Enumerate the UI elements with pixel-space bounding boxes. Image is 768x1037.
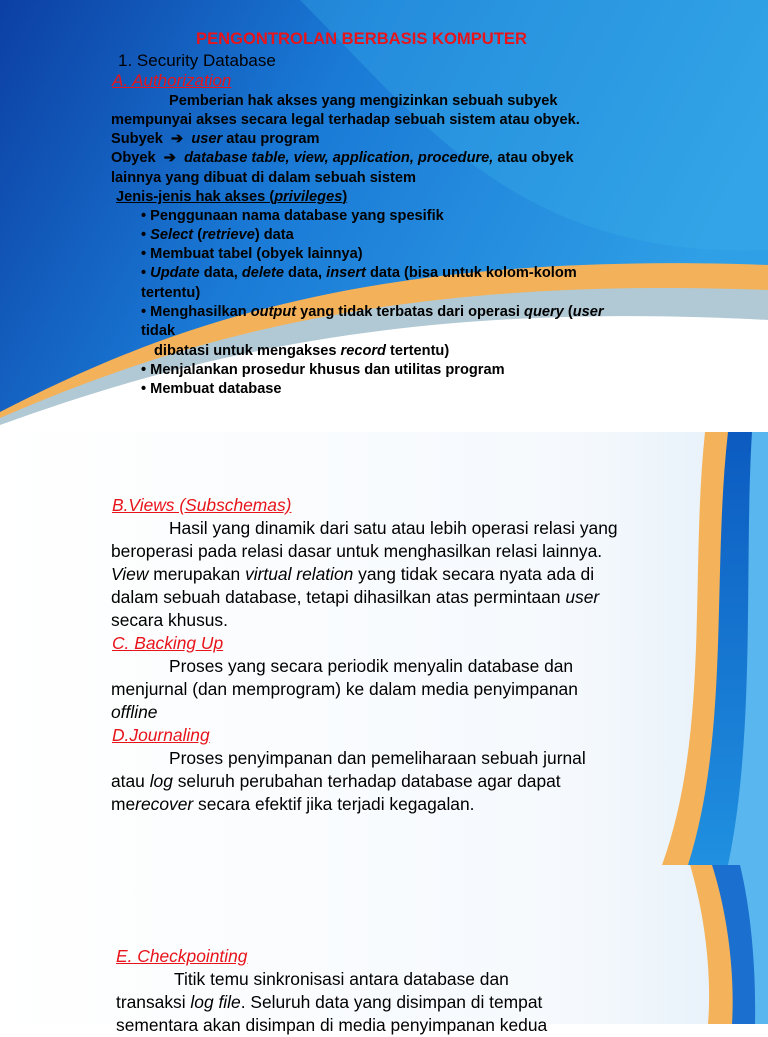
text-run: Jenis-jenis hak akses ( <box>116 189 275 205</box>
right-arrow-icon: ➔ <box>166 131 188 147</box>
text-run: me <box>111 794 136 814</box>
paragraph-line <box>116 991 542 1014</box>
text-run: virtual relation <box>245 564 354 584</box>
text-run: atau obyek <box>493 150 574 166</box>
text-run: ) <box>342 189 348 205</box>
text-run: ) data <box>254 227 294 243</box>
text-run: log file <box>190 992 241 1012</box>
right-arrow-icon: ➔ <box>159 150 181 166</box>
paragraph-line <box>111 586 599 609</box>
text-run: privileges <box>274 189 343 205</box>
paragraph-line: Proses yang secara periodik menyalin database dan <box>169 656 574 676</box>
backup-heading: C. Backing Up <box>112 633 224 653</box>
paragraph-line <box>111 793 474 816</box>
subsection-heading: A. Authorization <box>112 71 232 90</box>
slide-2 <box>0 432 768 865</box>
text-run: transaksi <box>116 992 191 1012</box>
text-run: atau program <box>222 131 320 147</box>
text-run: yang tidak terbatas dari operasi <box>296 304 525 320</box>
list-item: • Membuat database <box>141 381 282 397</box>
text-run: database table, view, application, procedure, <box>184 150 494 166</box>
list-item: • Membuat tabel (obyek lainnya) <box>141 246 363 262</box>
list-item-continuation <box>154 342 449 361</box>
text-run: yang tidak secara nyata ada di <box>353 564 595 584</box>
text-run: data (bisa untuk kolom-kolom <box>365 265 577 281</box>
text-run: user <box>191 131 223 147</box>
text-run: . Seluruh data yang disimpan di tempat <box>240 992 543 1012</box>
list-item <box>141 226 294 245</box>
text-run: user <box>565 587 600 607</box>
text-run: tertentu) <box>385 343 450 359</box>
text-run: View <box>111 564 149 584</box>
text-run: Subyek <box>111 131 163 147</box>
views-heading: B.Views (Subschemas) <box>112 495 292 515</box>
text-run: • <box>141 227 151 243</box>
paragraph-line: secara khusus. <box>111 610 228 630</box>
list-item <box>141 303 604 322</box>
list-item-continuation: tidak <box>141 323 176 339</box>
paragraph-line <box>111 770 561 793</box>
text-run: • <box>141 265 151 281</box>
list-item: • Penggunaan nama database yang spesifik <box>141 208 444 224</box>
paragraph-line: Hasil yang dinamik dari satu atau lebih operasi relasi yang <box>169 518 618 538</box>
paragraph-line: menjurnal (dan memprogram) ke dalam media penyimpanan <box>111 679 578 699</box>
text-run: ( <box>193 227 203 243</box>
list-item <box>141 264 577 283</box>
text-run: retrieve <box>202 227 255 243</box>
text-run: query <box>524 304 564 320</box>
paragraph-line: sementara akan disimpan di media penyimpanan kedua <box>116 1015 548 1035</box>
paragraph-line: beroperasi pada relasi dasar untuk menghasilkan relasi lainnya. <box>111 541 603 561</box>
text-run: recover <box>135 794 194 814</box>
text-run: insert <box>326 265 366 281</box>
paragraph-line: Pemberian hak akses yang mengizinkan sebuah subyek <box>169 93 558 109</box>
paragraph-line <box>111 149 574 168</box>
paragraph-line <box>111 130 320 149</box>
paragraph-line <box>116 188 347 207</box>
text-run: data, <box>284 265 327 281</box>
slide-3 <box>0 865 768 1035</box>
paragraph-line: mempunyai akses secara legal terhadap sebuah sistem atau obyek. <box>111 112 580 128</box>
paragraph-line: Titik temu sinkronisasi antara database dan <box>174 969 509 989</box>
text-run: record <box>340 343 386 359</box>
journaling-heading: D.Journaling <box>112 725 210 745</box>
slide-title: PENGONTROLAN BERBASIS KOMPUTER <box>196 29 527 48</box>
text-run: Select <box>150 227 194 243</box>
text-run: output <box>250 304 297 320</box>
text-run: dibatasi untuk mengakses <box>154 343 341 359</box>
text-run: seluruh perubahan terhadap database agar dapat <box>172 771 561 791</box>
text-run: Obyek <box>111 150 156 166</box>
paragraph-line: lainnya yang dibuat di dalam sebuah sistem <box>111 170 416 186</box>
paragraph-line: offline <box>111 702 158 722</box>
section-heading: 1. Security Database <box>118 51 276 70</box>
text-run: dalam sebuah database, tetapi dihasilkan atas permintaan <box>111 587 566 607</box>
text-run: delete <box>241 265 284 281</box>
text-run: user <box>572 304 604 320</box>
checkpointing-heading: E. Checkpointing <box>116 946 248 966</box>
text-run: secara efektif jika terjadi kegagalan. <box>193 794 475 814</box>
list-item: • Menjalankan prosedur khusus dan utilitas program <box>141 362 505 378</box>
text-run: • Menghasilkan <box>141 304 251 320</box>
paragraph-line: Proses penyimpanan dan pemeliharaan sebuah jurnal <box>169 748 586 768</box>
slide-1 <box>0 0 768 432</box>
paragraph-line <box>111 563 594 586</box>
text-run: data, <box>199 265 242 281</box>
text-run: ( <box>563 304 573 320</box>
text-run: merupakan <box>148 564 246 584</box>
text-run: log <box>149 771 173 791</box>
text-run: Update <box>150 265 200 281</box>
text-run: atau <box>111 771 150 791</box>
list-item-continuation: tertentu) <box>141 285 201 301</box>
